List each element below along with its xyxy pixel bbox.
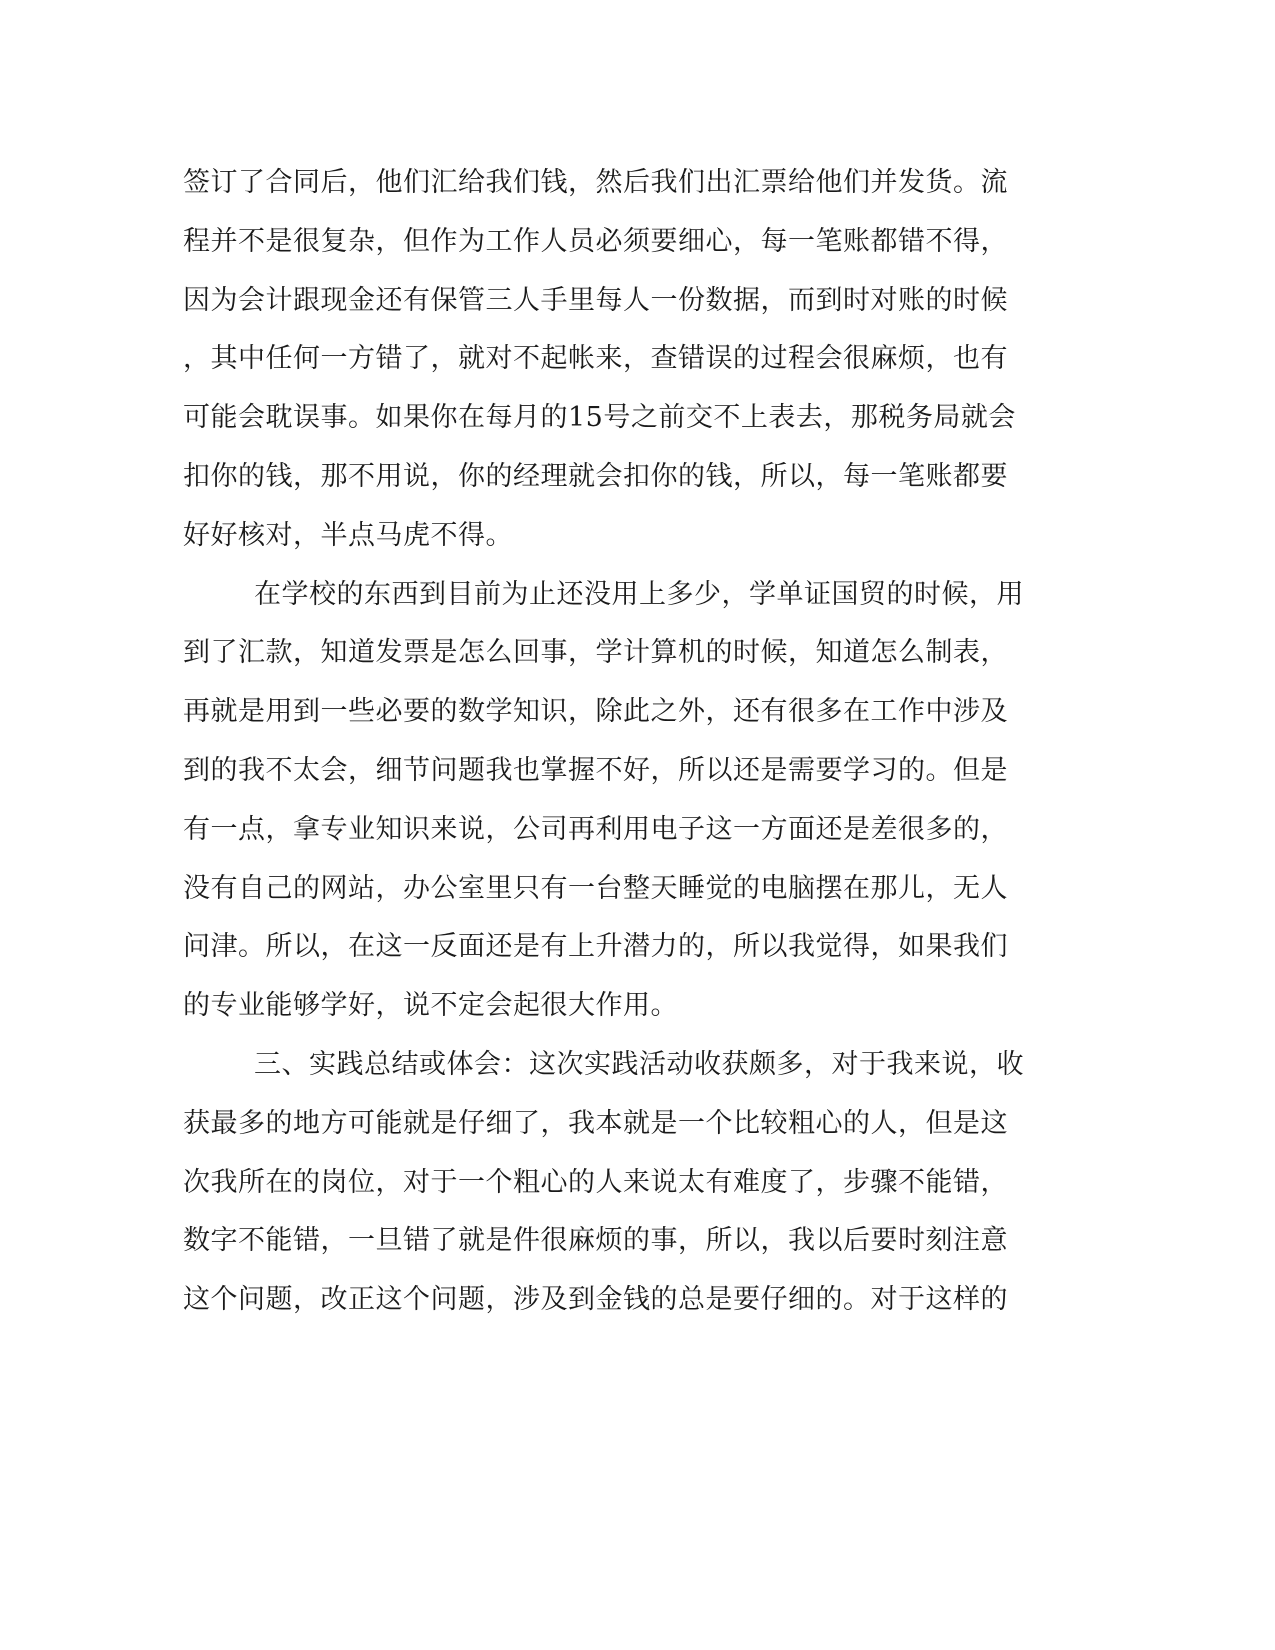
paragraph-first-line: 三、实践总结或体会：这次实践活动收获颇多，对于我来说，收	[254, 1049, 1024, 1080]
text-line: 程并不是很复杂，但作为工作人员必须要细心，每一笔账都错不得，	[183, 226, 1008, 257]
text-line: 签订了合同后，他们汇给我们钱，然后我们出汇票给他们并发货。流	[183, 167, 1008, 198]
text-line: 次我所在的岗位，对于一个粗心的人来说太有难度了，步骤不能错，	[183, 1167, 1008, 1198]
text-line: 获最多的地方可能就是仔细了，我本就是一个比较粗心的人，但是这	[183, 1108, 1008, 1139]
text-line: 有一点，拿专业知识来说，公司再利用电子这一方面还是差很多的，	[183, 814, 1008, 845]
text-line: 这个问题，改正这个问题，涉及到金钱的总是要仔细的。对于这样的	[183, 1284, 1008, 1315]
text-line: 因为会计跟现金还有保管三人手里每人一份数据，而到时对账的时候	[183, 285, 1008, 316]
text-line: 问津。所以，在这一反面还是有上升潜力的，所以我觉得，如果我们	[183, 931, 1008, 962]
text-line: 的专业能够学好，说不定会起很大作用。	[183, 990, 678, 1021]
text-line: 再就是用到一些必要的数学知识，除此之外，还有很多在工作中涉及	[183, 696, 1008, 727]
text-line: 可能会耽误事。如果你在每月的15号之前交不上表去，那税务局就会	[183, 402, 1016, 433]
paragraph-first-line: 在学校的东西到目前为止还没用上多少，学单证国贸的时候，用	[254, 579, 1024, 610]
text-line: 到了汇款，知道发票是怎么回事，学计算机的时候，知道怎么制表，	[183, 637, 1008, 668]
text-line: ，其中任何一方错了，就对不起帐来，查错误的过程会很麻烦，也有	[183, 343, 1008, 374]
text-line: 扣你的钱，那不用说，你的经理就会扣你的钱，所以，每一笔账都要	[183, 461, 1008, 492]
text-line: 没有自己的网站，办公室里只有一台整天睡觉的电脑摆在那儿，无人	[183, 873, 1008, 904]
text-line: 好好核对，半点马虎不得。	[183, 520, 513, 551]
text-line: 数字不能错，一旦错了就是件很麻烦的事，所以，我以后要时刻注意	[183, 1225, 1008, 1256]
text-line: 到的我不太会，细节问题我也掌握不好，所以还是需要学习的。但是	[183, 755, 1008, 786]
